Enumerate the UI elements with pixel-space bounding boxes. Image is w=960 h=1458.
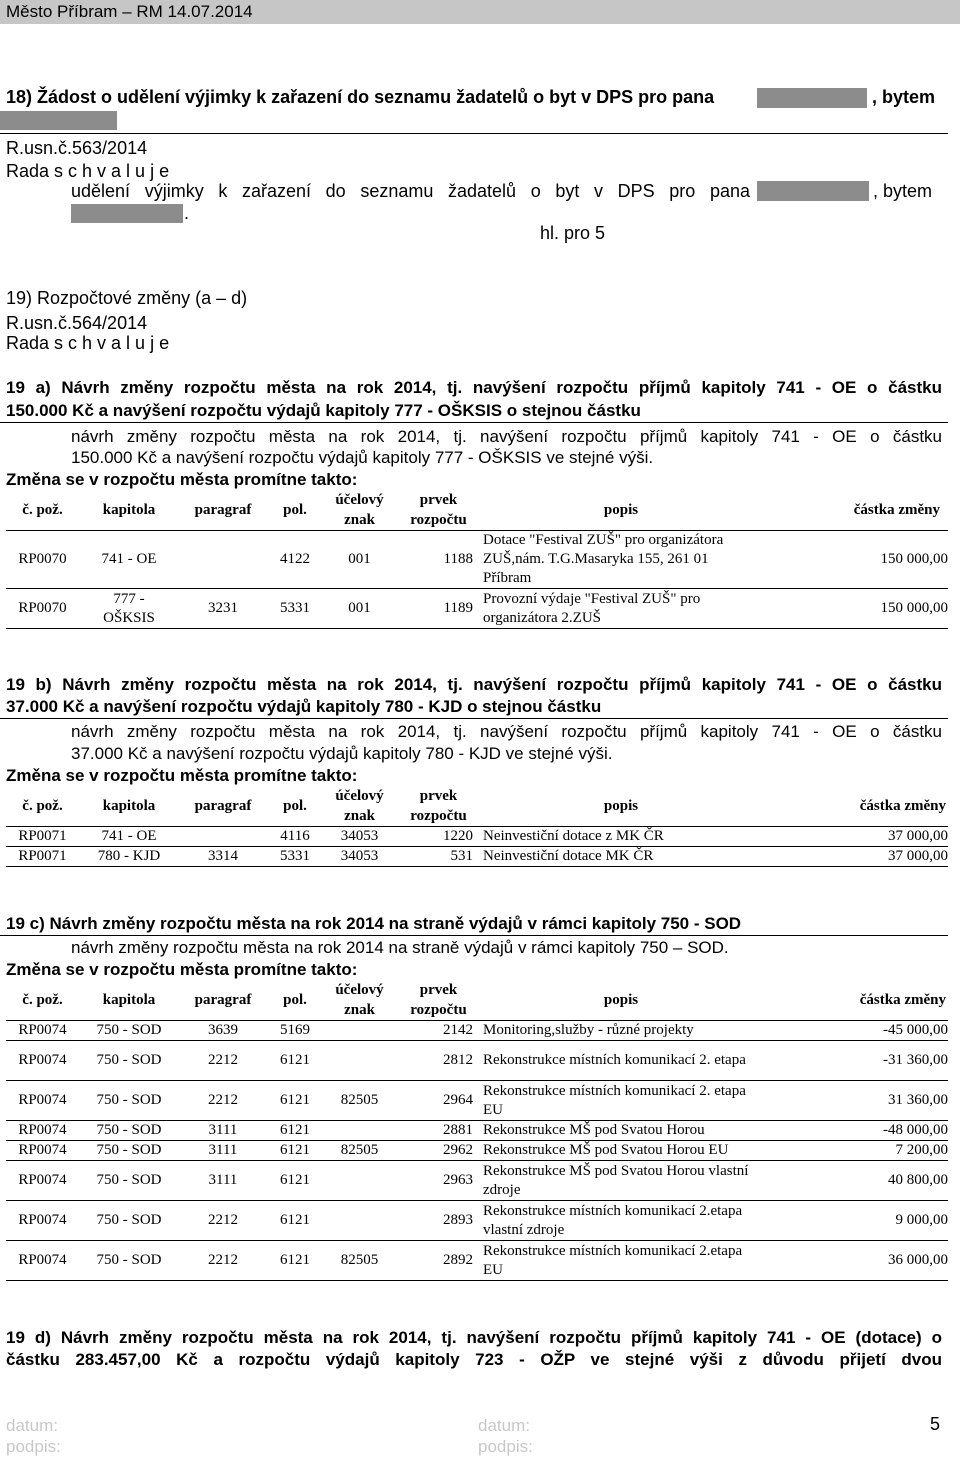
- cell-poz: RP0074: [6, 1121, 79, 1141]
- col-header: pol.: [267, 786, 323, 827]
- item19b-heading-l2: 37.000 Kč a navýšení rozpočtu výdajů kapitoly 780 - KJD o stejnou částku: [6, 697, 602, 716]
- budget-table-19b: [6, 786, 948, 867]
- cell-prvek: 2812: [396, 1041, 481, 1081]
- cell-paragraf: 2212: [179, 1041, 267, 1081]
- item18-text-tail: , bytem: [873, 181, 933, 201]
- cell-prvek: 1188: [396, 531, 481, 589]
- table-row: [6, 1121, 948, 1141]
- cell-castka: 40 800,00: [761, 1161, 948, 1201]
- cell-poz: RP0074: [6, 1201, 79, 1241]
- col-header: pol.: [267, 490, 323, 531]
- col-header: účelový znak: [323, 490, 396, 531]
- redaction-block: [757, 88, 867, 108]
- table-row: [6, 1021, 948, 1041]
- cell-popis: Rekonstrukce MŠ pod Svatou Horou EU: [481, 1141, 761, 1161]
- cell-prvek: 2142: [396, 1021, 481, 1041]
- cell-znak: 001: [323, 531, 396, 589]
- cell-paragraf: 3231: [179, 589, 267, 629]
- item19c-text: návrh změny rozpočtu města na rok 2014 na straně výdajů v rámci kapitoly 750 – SOD.: [71, 938, 729, 957]
- cell-popis: Rekonstrukce místních komunikací 2. etapa: [481, 1041, 761, 1081]
- col-header: popis: [481, 490, 761, 531]
- cell-prvek: 2963: [396, 1161, 481, 1201]
- item19d-heading-l1: 19 d) Návrh změny rozpočtu města na rok 2014, tj. navýšení rozpočtu příjmů kapitoly 741 - OE (dotace) o: [6, 1328, 942, 1347]
- col-header: částka změny: [761, 786, 948, 827]
- header-title: Město Příbram – RM 14.07.2014: [6, 2, 253, 21]
- item19b-text-l2: 37.000 Kč a navýšení rozpočtu výdajů kapitoly 780 - KJD ve stejné výši.: [71, 744, 613, 763]
- cell-pol: 6121: [267, 1201, 323, 1241]
- cell-popis: Rekonstrukce místních komunikací 2. etapa EU: [481, 1081, 761, 1121]
- cell-castka: 37 000,00: [761, 827, 948, 847]
- cell-pol: 6121: [267, 1161, 323, 1201]
- table-row: [6, 1201, 948, 1241]
- divider: [0, 422, 948, 423]
- col-header: prvek rozpočtu: [396, 490, 481, 531]
- cell-paragraf: [179, 827, 267, 847]
- item19c-change-label: Změna se v rozpočtu města promítne takto:: [6, 960, 358, 979]
- cell-prvek: 531: [396, 847, 481, 867]
- cell-popis: Dotace "Festival ZUŠ" pro organizátora ZUŠ,nám. T.G.Masaryka 155, 261 01 Příbram: [481, 531, 761, 589]
- item19a-heading-l2: 150.000 Kč a navýšení rozpočtu výdajů kapitoly 777 - OŠKSIS o stejnou částku: [6, 401, 641, 420]
- budget-table-19a: [6, 490, 948, 629]
- cell-castka: -48 000,00: [761, 1121, 948, 1141]
- cell-popis: Monitoring,služby - různé projekty: [481, 1021, 761, 1041]
- divider: [0, 935, 948, 936]
- cell-paragraf: 2212: [179, 1241, 267, 1281]
- footer-left-datum: datum:: [6, 1416, 58, 1435]
- table-row: [6, 589, 948, 629]
- cell-znak: [323, 1161, 396, 1201]
- cell-znak: 34053: [323, 827, 396, 847]
- cell-kapitola: 750 - SOD: [79, 1081, 179, 1121]
- item19b-change-label: Změna se v rozpočtu města promítne takto:: [6, 766, 358, 785]
- col-header: kapitola: [79, 490, 179, 531]
- col-header: účelový znak: [323, 786, 396, 827]
- cell-prvek: 2964: [396, 1081, 481, 1121]
- col-header: č. pož.: [6, 490, 79, 531]
- col-header: paragraf: [179, 980, 267, 1021]
- cell-poz: RP0074: [6, 1241, 79, 1281]
- cell-paragraf: 2212: [179, 1201, 267, 1241]
- cell-prvek: 2893: [396, 1201, 481, 1241]
- cell-kapitola: 780 - KJD: [79, 847, 179, 867]
- cell-paragraf: [179, 531, 267, 589]
- divider: [0, 133, 948, 134]
- col-header: č. pož.: [6, 980, 79, 1021]
- cell-pol: 5331: [267, 589, 323, 629]
- footer-right-datum: datum:: [478, 1416, 530, 1435]
- item19d-heading-l2: částku 283.457,00 Kč a rozpočtu výdajů kapitoly 723 - OŽP ve stejné výši z důvodu přijetí dvou: [6, 1350, 942, 1369]
- footer-left-podpis: podpis:: [6, 1437, 61, 1456]
- cell-kapitola: 750 - SOD: [79, 1161, 179, 1201]
- item18-approves: Rada s c h v a l u j e: [6, 161, 170, 181]
- col-header: prvek rozpočtu: [396, 980, 481, 1021]
- cell-popis: Provozní výdaje "Festival ZUŠ" pro organizátora 2.ZUŠ: [481, 589, 761, 629]
- cell-castka: -31 360,00: [761, 1041, 948, 1081]
- cell-pol: 6121: [267, 1241, 323, 1281]
- item19b-heading-l1: 19 b) Návrh změny rozpočtu města na rok 2014, tj. navýšení rozpočtu příjmů kapitoly 741 - OE o částku: [6, 675, 942, 694]
- cell-kapitola: 750 - SOD: [79, 1021, 179, 1041]
- cell-kapitola: 777 - OŠKSIS: [79, 589, 179, 629]
- table-row: [6, 847, 948, 867]
- redaction-block: [71, 204, 183, 223]
- cell-prvek: 2892: [396, 1241, 481, 1281]
- cell-popis: Rekonstrukce MŠ pod Svatou Horou vlastní zdroje: [481, 1161, 761, 1201]
- item19a-text-l1: návrh změny rozpočtu města na rok 2014, tj. navýšení rozpočtu příjmů kapitoly 741 - OE o částku: [71, 427, 942, 446]
- cell-castka: -45 000,00: [761, 1021, 948, 1041]
- table-row: [6, 1081, 948, 1121]
- cell-znak: 001: [323, 589, 396, 629]
- cell-znak: 82505: [323, 1081, 396, 1121]
- item18-resolution: R.usn.č.563/2014: [6, 138, 148, 158]
- cell-paragraf: 3111: [179, 1121, 267, 1141]
- cell-prvek: 2962: [396, 1141, 481, 1161]
- item19-resolution: R.usn.č.564/2014: [6, 313, 148, 333]
- col-header: paragraf: [179, 786, 267, 827]
- cell-kapitola: 750 - SOD: [79, 1121, 179, 1141]
- col-header: částka změny: [761, 980, 948, 1021]
- cell-popis: Rekonstrukce místních komunikací 2.etapa vlastní zdroje: [481, 1201, 761, 1241]
- item19a-text-l2: 150.000 Kč a navýšení rozpočtu výdajů kapitoly 777 - OŠKSIS ve stejné výši.: [71, 448, 654, 467]
- redaction-block: [757, 181, 869, 201]
- item19-heading: 19) Rozpočtové změny (a – d): [6, 288, 248, 308]
- cell-poz: RP0071: [6, 847, 79, 867]
- divider: [0, 718, 948, 719]
- item18-text-end: .: [184, 203, 190, 223]
- item19c-heading: 19 c) Návrh změny rozpočtu města na rok 2014 na straně výdajů v rámci kapitoly 750 - SOD: [6, 914, 742, 933]
- cell-poz: RP0074: [6, 1021, 79, 1041]
- cell-popis: Rekonstrukce místních komunikací 2.etapa EU: [481, 1241, 761, 1281]
- col-header: č. pož.: [6, 786, 79, 827]
- item18-text: udělení výjimky k zařazení do seznamu žadatelů o byt v DPS pro pana: [71, 181, 750, 201]
- cell-poz: RP0070: [6, 589, 79, 629]
- item18-heading-tail: , bytem: [872, 87, 936, 107]
- cell-pol: 5331: [267, 847, 323, 867]
- item19a-heading-l1: 19 a) Návrh změny rozpočtu města na rok 2014, tj. navýšení rozpočtu příjmů kapitoly 741 - OE o částku: [6, 378, 942, 397]
- cell-kapitola: 741 - OE: [79, 531, 179, 589]
- table-row: [6, 1161, 948, 1201]
- cell-paragraf: 2212: [179, 1081, 267, 1121]
- footer-right-podpis: podpis:: [478, 1437, 533, 1456]
- cell-castka: 36 000,00: [761, 1241, 948, 1281]
- cell-znak: [323, 1021, 396, 1041]
- cell-castka: 31 360,00: [761, 1081, 948, 1121]
- cell-castka: 150 000,00: [761, 531, 948, 589]
- col-header: kapitola: [79, 786, 179, 827]
- cell-castka: 9 000,00: [761, 1201, 948, 1241]
- cell-kapitola: 750 - SOD: [79, 1041, 179, 1081]
- cell-paragraf: 3111: [179, 1141, 267, 1161]
- cell-kapitola: 750 - SOD: [79, 1141, 179, 1161]
- cell-castka: 150 000,00: [761, 589, 948, 629]
- cell-popis: Neinvestiční dotace z MK ČR: [481, 827, 761, 847]
- cell-prvek: 2881: [396, 1121, 481, 1141]
- cell-paragraf: 3639: [179, 1021, 267, 1041]
- item19-approves: Rada s c h v a l u j e: [6, 333, 170, 353]
- cell-poz: RP0074: [6, 1041, 79, 1081]
- cell-pol: 5169: [267, 1021, 323, 1041]
- cell-pol: 6121: [267, 1141, 323, 1161]
- col-header: účelový znak: [323, 980, 396, 1021]
- col-header: pol.: [267, 980, 323, 1021]
- cell-znak: [323, 1041, 396, 1081]
- cell-popis: Rekonstrukce MŠ pod Svatou Horou: [481, 1121, 761, 1141]
- table-row: [6, 827, 948, 847]
- budget-table-19c: [6, 980, 948, 1281]
- cell-pol: 4116: [267, 827, 323, 847]
- cell-znak: [323, 1121, 396, 1141]
- cell-pol: 6121: [267, 1121, 323, 1141]
- table-row: [6, 1141, 948, 1161]
- cell-prvek: 1220: [396, 827, 481, 847]
- item18-heading: 18) Žádost o udělení výjimky k zařazení do seznamu žadatelů o byt v DPS pro pana: [6, 87, 715, 107]
- cell-znak: 82505: [323, 1241, 396, 1281]
- table-row: [6, 531, 948, 589]
- col-header: částka změny: [761, 490, 948, 531]
- col-header: prvek rozpočtu: [396, 786, 481, 827]
- cell-popis: Neinvestiční dotace MK ČR: [481, 847, 761, 867]
- cell-castka: 37 000,00: [761, 847, 948, 867]
- cell-poz: RP0071: [6, 827, 79, 847]
- cell-poz: RP0074: [6, 1081, 79, 1121]
- cell-znak: 34053: [323, 847, 396, 867]
- cell-poz: RP0070: [6, 531, 79, 589]
- cell-poz: RP0074: [6, 1141, 79, 1161]
- cell-prvek: 1189: [396, 589, 481, 629]
- redaction-block: [0, 111, 117, 130]
- page-header: [0, 0, 960, 24]
- cell-kapitola: 750 - SOD: [79, 1201, 179, 1241]
- item19b-text-l1: návrh změny rozpočtu města na rok 2014, tj. navýšení rozpočtu příjmů kapitoly 741 - OE o částku: [71, 722, 942, 741]
- col-header: kapitola: [79, 980, 179, 1021]
- col-header: popis: [481, 786, 761, 827]
- col-header: paragraf: [179, 490, 267, 531]
- cell-paragraf: 3314: [179, 847, 267, 867]
- cell-znak: [323, 1201, 396, 1241]
- cell-pol: 4122: [267, 531, 323, 589]
- cell-poz: RP0074: [6, 1161, 79, 1201]
- cell-pol: 6121: [267, 1081, 323, 1121]
- cell-znak: 82505: [323, 1141, 396, 1161]
- col-header: popis: [481, 980, 761, 1021]
- table-row: [6, 1041, 948, 1081]
- page-number: 5: [930, 1414, 941, 1434]
- cell-kapitola: 750 - SOD: [79, 1241, 179, 1281]
- item18-vote: hl. pro 5: [540, 223, 606, 243]
- cell-kapitola: 741 - OE: [79, 827, 179, 847]
- cell-paragraf: 3111: [179, 1161, 267, 1201]
- cell-pol: 6121: [267, 1041, 323, 1081]
- item19a-change-label: Změna se v rozpočtu města promítne takto:: [6, 470, 358, 489]
- cell-castka: 7 200,00: [761, 1141, 948, 1161]
- table-row: [6, 1241, 948, 1281]
